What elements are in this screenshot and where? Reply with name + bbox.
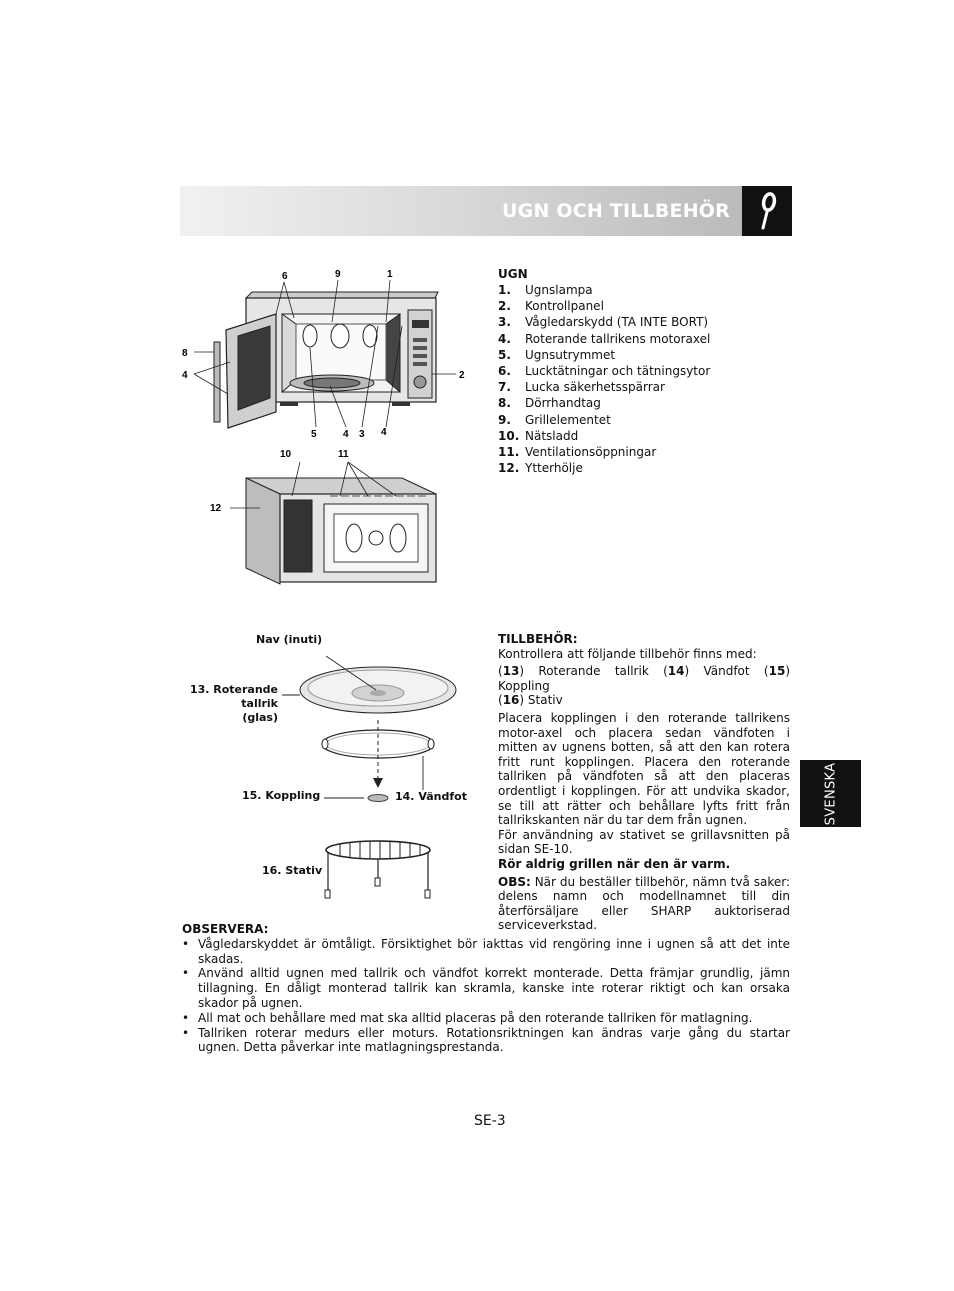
list-item: 11. Ventilationsöppningar (498, 445, 657, 460)
accessories-list-2: (16) Stativ (498, 693, 563, 708)
list-item: 6. Lucktätningar och tätningsytor (498, 364, 711, 379)
accessories-warning: Rör aldrig grillen när den är varm. (498, 856, 731, 871)
list-item: 7. Lucka säkerhetsspärrar (498, 380, 665, 395)
accessories-obs: OBS: När du beställer tillbehör, nämn två saker: delens namn och modellnamnet till din återförsäljare eller SHARP auktoriserad serviceverkstad. (498, 874, 790, 933)
list-item: 5. Ugnsutrymmet (498, 347, 616, 362)
callout-8: 8 (182, 348, 188, 359)
list-item: 8. Dörrhandtag (498, 396, 601, 411)
accessories-list: (13) Roterande tallrik (14) Vändfot (15) Koppling (498, 664, 790, 693)
label-roller: 14. Vändfot (395, 790, 467, 803)
section-header (180, 186, 792, 236)
callout-11: 11 (338, 449, 349, 460)
label-rack: 16. Stativ (262, 864, 323, 877)
accessories-diagram (280, 640, 470, 910)
callout-1: 1 (387, 269, 393, 280)
accessories-heading: TILLBEHÖR: (498, 632, 578, 646)
list-item: 3. Vågledarskydd (TA INTE BORT) (498, 315, 709, 330)
accessories-section (498, 632, 790, 933)
accessories-intro: Kontrollera att följande tillbehör finns med: (498, 646, 757, 661)
label-nav: Nav (inuti) (256, 633, 323, 646)
oven-parts-list (498, 266, 798, 476)
oven-parts-heading: UGN (498, 267, 528, 281)
oven-front-diagram (180, 262, 480, 442)
list-item: 2. Kontrollpanel (498, 299, 604, 314)
list-item: 10. Nätsladd (498, 428, 579, 443)
callout-2: 2 (459, 370, 465, 381)
language-tab (800, 760, 861, 827)
observera-heading: OBSERVERA: (182, 922, 269, 936)
list-item: 4. Roterande tallrikens motoraxel (498, 331, 711, 346)
list-item: • Använd alltid ugnen med tallrik och vändfot korrekt monterade. Detta främjar grundlig, jämn tillagning. En dåligt monterad tallrik kan skramla, kanske inte roterar riktigt och kan orsaka skador på ugnen. (182, 966, 790, 1010)
oven-back-diagram (200, 444, 450, 589)
callout-12: 12 (210, 503, 222, 514)
page-title: UGN OCH TILLBEHÖR (502, 200, 730, 222)
list-item: 12. Ytterhölje (498, 461, 583, 476)
label-coupling: 15. Koppling (242, 789, 321, 802)
callout-4-shaft: 4 (343, 429, 349, 440)
list-item: • All mat och behållare med mat ska alltid placeras på den roterande tallriken för matlagning. (182, 1011, 790, 1026)
callout-4-door: 4 (182, 370, 188, 381)
callout-5: 5 (311, 429, 317, 440)
callout-6: 6 (282, 271, 288, 282)
callout-3: 3 (359, 429, 365, 440)
callout-9: 9 (335, 269, 341, 280)
accessories-rack-note: För användning av stativet se grillavsnitten på sidan SE-10. (498, 827, 790, 857)
observera-section (182, 922, 790, 1055)
list-item: • Tallriken roterar medurs eller moturs. Rotationsriktningen kan ändras varje gång du startar ugnen. Detta påverkar inte matlagningsprestanda. (182, 1026, 790, 1056)
accessories-instructions: Placera kopplingen i den roterande tallrikens motor-axel och placera sedan vändfoten i mitten av ugnens botten, så att den kan rotera fritt runt kopplingen. Placera den roterande tallriken på vändfoten så att den placeras ordentligt i kopplingen. För att undvika skador, se till att rätter och behållare lyfts fritt från tallrikskanten när du tar dem från ugnen. (498, 710, 790, 828)
label-turntable: 13. Roterande tallrik (glas) (189, 683, 278, 724)
callout-10: 10 (280, 449, 292, 460)
list-item: • Vågledarskyddet är ömtåligt. Försiktighet bör iakttas vid rengöring inne i ugnen så att det inte skadas. (182, 937, 790, 967)
list-item: 9. Grillelementet (498, 412, 611, 427)
list-item: 1. Ugnslampa (498, 283, 593, 297)
callout-4-latch: 4 (381, 427, 387, 438)
language-tab-label: SVENSKA (823, 762, 838, 825)
whisk-icon (742, 186, 792, 236)
page-number: SE-3 (474, 1113, 506, 1129)
